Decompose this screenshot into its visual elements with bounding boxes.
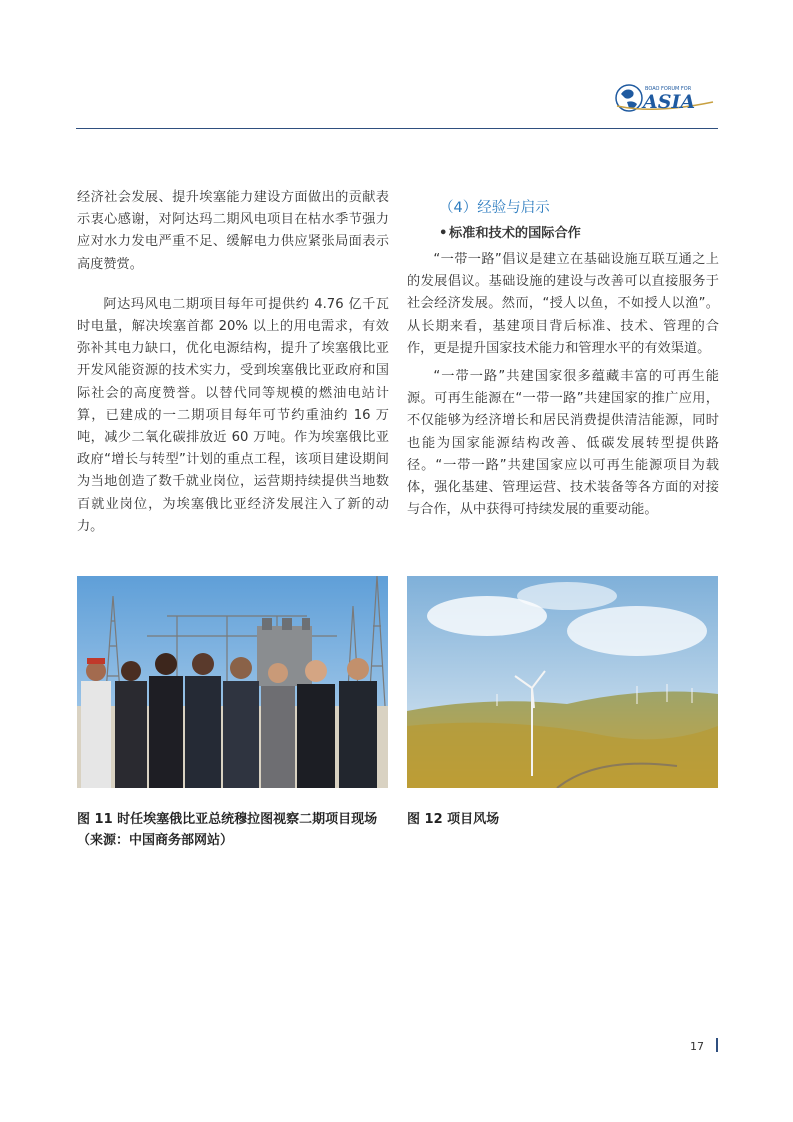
paragraph: “一带一路”倡议是建立在基础设施互联互通之上的发展倡议。基础设施的建设与改善可以直接服务于社会经济发展。然而，“授人以鱼，不如授人以渔”。从长期来看，基建项目背后标准、技术、管理的合作，更是提升国家技术能力和管理水平的有效渠道。	[407, 252, 719, 356]
header-rule	[76, 128, 718, 129]
svg-text:ASIA: ASIA	[643, 91, 696, 113]
left-column	[77, 187, 389, 538]
paragraph: 阿达玛风电二期项目每年可提供约 4.76 亿千瓦时电量，解决埃塞首都 20% 以上的用电需求，有效弥补其电力缺口，优化电源结构，提升了埃塞俄比亚开发风能资源的技术实力，受到埃塞俄比亚政府和国际社会的高度赞誉。以替代同等规模的燃油电站计算，已建成的一二期项目每年可节约重油约 16 万吨，减少二氧化碳排放近 60 万吨。作为埃塞俄比亚政府“增长与转型”计划的重点工程，该项目建设期间为当地创造了数千就业岗位，运营期持续提供当地数百就业岗位，为埃塞俄比亚经济发展注入了新的动力。	[77, 296, 389, 534]
page-number: 17	[690, 1040, 704, 1053]
paragraph: 经济社会发展、提升埃塞能力建设方面做出的贡献表示衷心感谢，对阿达玛二期风电项目在枯水季节强力应对水力发电严重不足、缓解电力供应紧张局面表示高度赞赏。	[77, 190, 389, 272]
bullet-heading: • 标准和技术的国际合作	[439, 223, 719, 245]
page-number-bar	[716, 1038, 718, 1052]
boao-forum-logo	[615, 78, 715, 118]
figure-12-photo	[407, 576, 718, 788]
right-column	[407, 197, 719, 521]
bullet-icon: •	[439, 226, 448, 241]
figure-11-caption: 图 11 时任埃塞俄比亚总统穆拉图视察二期项目现场 （来源：中国商务部网站）	[77, 812, 378, 848]
figure-12-caption: 图 12 项目风场	[407, 812, 500, 827]
section-title: （4）经验与启示	[439, 200, 550, 216]
figure-11-photo	[77, 576, 388, 788]
svg-text:BOAO FORUM FOR: BOAO FORUM FOR	[645, 86, 692, 92]
paragraph: “一带一路”共建国家很多蕴藏丰富的可再生能源。可再生能源在“一带一路”共建国家的推广应用，不仅能够为经济增长和居民消费提供清洁能源，同时也能为国家能源结构改善、低碳发展转型提供路径。“一带一路”共建国家应以可再生能源项目为载体，强化基建、管理运营、技术装备等各方面的对接与合作，从中获得可持续发展的重要动能。	[407, 369, 719, 518]
